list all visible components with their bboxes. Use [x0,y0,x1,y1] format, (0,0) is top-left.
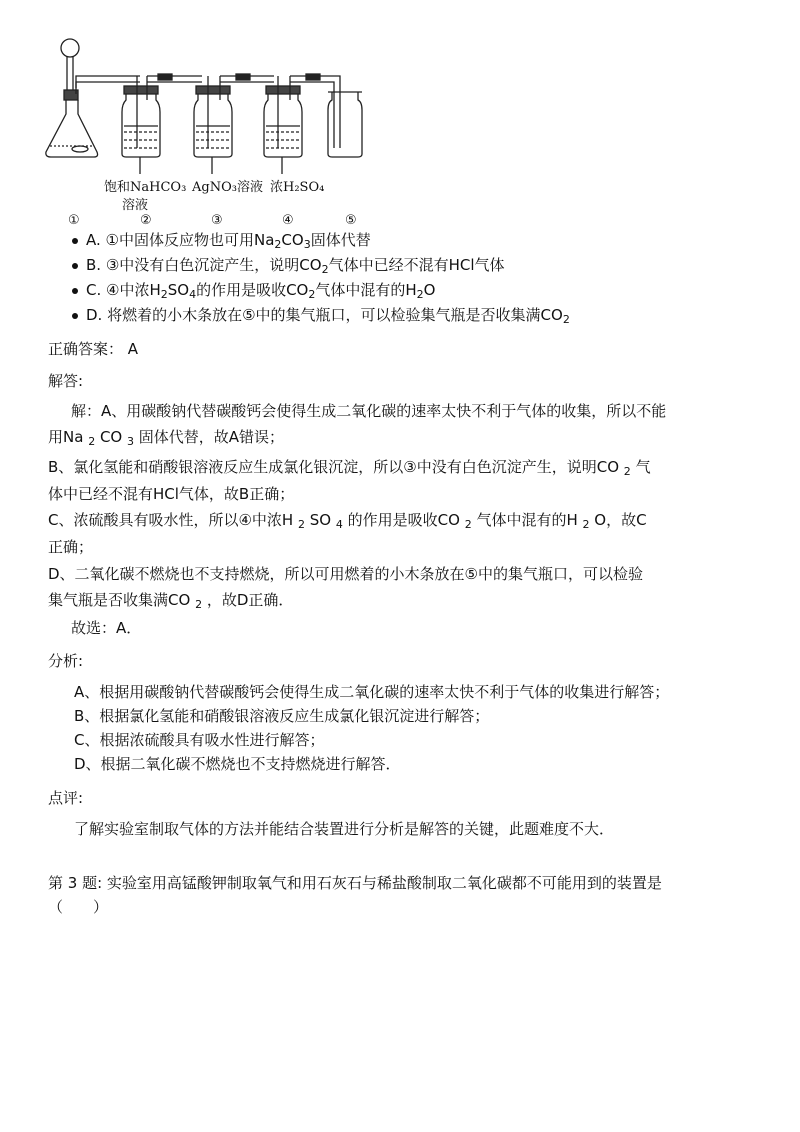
option-a[interactable]: A. ①中固体反应物也可用$Na_2CO_3$固体代替 [64,228,570,253]
bottle2-label: 饱和NaHCO₃ [104,180,187,195]
comment-label: 点评: [48,789,84,807]
analysis-line: A、根据用碳酸钠代替碳酸钙会使得生成二氧化碳的速率太快不利于气体的收集进行解答； [74,683,670,701]
solution-line: 故选：A． [71,619,142,637]
correct-answer-value: A [127,340,139,358]
solution-label: 解答: [48,372,84,390]
correct-answer: 正确答案： A [48,340,139,358]
solution-line: B、氯化氢能和硝酸银溶液反应生成氯化银沉淀，所以③中没有白色沉淀产生，说明CO $_2$ 气 [48,458,651,478]
solution-line: D、二氧化碳不燃烧也不支持燃烧，所以可用燃着的小木条放在⑤中的集气瓶口，可以检验 [48,565,644,583]
bottle3-label: AgNO₃溶液 [192,180,263,195]
option-d[interactable]: D. 将燃着的小木条放在⑤中的集气瓶口，可以检验集气瓶是否收集满$CO_2$ [64,303,570,328]
next-question: 第 3 题: 实验室用高锰酸钾制取氧气和用石灰石与稀盐酸制取二氧化碳都不可能用到的装置是 [48,874,662,892]
analysis-line: D、根据二氧化碳不燃烧也不支持燃烧进行解答． [74,755,401,773]
bottle2-label-line2: 溶液 [122,198,149,213]
solution-line: 集气瓶是否收集满CO $_2$ ，故D正确． [48,591,294,611]
solution-line: 用Na $_2$ CO $_3$ 固体代替，故A错误； [48,428,285,448]
apparatus-number-5: ⑤ [345,213,357,228]
apparatus-number-1: ① [68,213,80,228]
next-question-blank: （ ） [48,898,109,916]
comment-line: 了解实验室制取气体的方法并能结合装置进行分析是解答的关键，此题难度不大． [74,820,615,838]
apparatus-number-3: ③ [211,213,223,228]
analysis-line: B、根据氯化氢能和硝酸银溶液反应生成氯化银沉淀进行解答； [74,707,490,725]
solution-line: 正确； [48,538,94,556]
solution-line: 体中已经不混有HCl气体，故B正确； [48,485,295,503]
bottle4-label: 浓H₂SO₄ [270,180,325,195]
analysis-label: 分析: [48,652,84,670]
option-b[interactable]: B. ③中没有白色沉淀产生，说明$CO_2$气体中已经不混有HCl气体 [64,253,570,278]
apparatus-number-2: ② [140,213,152,228]
analysis-line: C、根据浓硫酸具有吸水性进行解答； [74,731,325,749]
solution-line: C、浓硫酸具有吸水性，所以④中浓H $_2$ SO $_4$ 的作用是吸收CO $_2$ 气体中混有的H $_2$ O，故C [48,511,647,531]
apparatus-number-4: ④ [282,213,294,228]
option-c[interactable]: C. ④中浓$H_2SO_4$的作用是吸收$CO_2$气体中混有的$H_2O$ [64,278,570,303]
answer-options [64,228,570,328]
gas-apparatus-diagram [40,36,380,176]
solution-line: 解：A、用碳酸钠代替碳酸钙会使得生成二氧化碳的速率太快不利于气体的收集，所以不能 [71,402,667,420]
